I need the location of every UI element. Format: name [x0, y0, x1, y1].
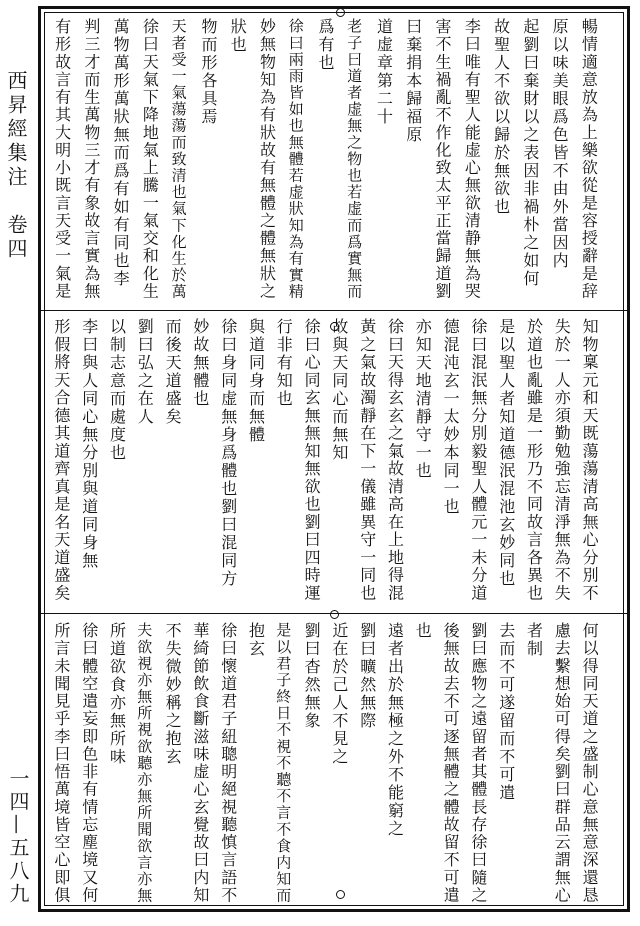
text-column: 道虚章第二十: [374, 18, 394, 126]
text-column: 妙無物知為有狀故有無體之體無狀之: [257, 18, 277, 300]
text-column: 徐曰身同虚無身爲體也劉曰混同方: [218, 318, 238, 588]
text-column: 起劉曰棄財以之表因非禍朴之如何: [520, 18, 540, 288]
text-column: 不失微妙稱之抱玄: [163, 622, 183, 766]
text-column: 徐曰天氣下降地氣上騰一氣交和化生: [140, 18, 160, 300]
text-column: 所道欲食亦無所味: [107, 622, 127, 766]
margin-book-title: 西昇經集注 卷四: [4, 70, 28, 262]
text-column: 是以聖人者知道德泯混池玄妙同也: [496, 318, 516, 588]
text-column: 劉曰杳然無象: [302, 622, 322, 730]
text-column: 妙故無體也: [190, 318, 210, 408]
text-column: 以制志意而處度也: [107, 318, 127, 462]
text-column: 慮去繫想始可得矣劉曰群品云謂無心: [552, 622, 572, 904]
text-column: 劉曰曠然無際: [357, 622, 377, 730]
text-column: 所言未聞見乎李曰悟萬境皆空心即俱: [51, 622, 71, 904]
margin-page-number: 一四—五八九: [6, 768, 30, 906]
text-column: 後無故去不可逐無體之體故留不可遣: [441, 622, 461, 904]
registration-circle: [336, 890, 345, 899]
text-column: 遠者出於無極之外不能窮之: [385, 622, 405, 838]
text-column: 曰棄捐本歸福原: [403, 18, 423, 144]
text-column: 與道同身而無體: [246, 318, 266, 444]
text-column: 是以君子終日不視不聽不言不食内知而: [274, 622, 293, 904]
text-column: 天者受一氣蕩蕩而致清也氣下化生於萬: [169, 18, 188, 300]
text-column: 徐曰兩雨皆如也無體若虚狀知為有實精: [286, 18, 305, 300]
text-column: 原以味美眼爲色皆不由外當因内: [550, 18, 570, 270]
text-column: 黃之氣故濁靜在下一儀雖異守一同也: [357, 318, 377, 602]
text-column: 萬物萬形萬狀無而爲有如有同也李: [111, 18, 131, 288]
text-column: 害不生禍亂不作化致太平正當歸道劉: [433, 18, 453, 300]
text-column: 暢情適意放為上樂欲從是容授辭是辞: [579, 18, 599, 300]
registration-circle: [330, 610, 339, 619]
text-column: 也: [413, 622, 433, 640]
text-column: 者制: [524, 622, 544, 658]
text-column: 徐曰混泯無分別毅聖人體元一未分道: [468, 318, 488, 602]
text-column: 老子曰道者虚無之物也若虚而爲實無而: [345, 18, 364, 300]
text-column: 夫欲視亦無所視欲聽亦無所聞欲言亦無: [135, 622, 154, 904]
text-column: 德混沌玄一太妙本同一也: [441, 318, 461, 516]
text-column: 於道也亂雖是一形乃不同故言各異也: [524, 318, 544, 602]
text-column: 近在於己人不見之: [329, 622, 349, 766]
text-column: 徐曰天得玄玄之氣故清高在上地得混: [385, 318, 405, 602]
text-column: 劉曰應物之遠留者其體長存徐曰隨之: [468, 622, 488, 904]
text-column: 而後天道盛矣: [163, 318, 183, 426]
text-column: 亦知天地清靜守一也: [413, 318, 433, 480]
text-column: 行非有知也: [274, 318, 294, 408]
text-column: 徐曰體空遣妄即色非有情忘塵境又何: [79, 622, 99, 904]
text-column: 徐曰心同玄無無知無欲也劉曰四時運: [302, 318, 322, 602]
section-divider: [41, 310, 627, 311]
registration-circle: [336, 8, 345, 17]
text-column: 故聖人不欲以歸於無欲也: [491, 18, 511, 216]
text-column: 劉曰弘之在人: [135, 318, 155, 426]
text-column: 判三才而生萬物三才有象故言實為無: [81, 18, 101, 300]
text-column: 有形故言有其大明小既言天受一氣是: [52, 18, 72, 300]
text-column: 華綺節飲食斷滋味虚心玄覺故曰内知: [190, 622, 210, 904]
text-column: 抱玄: [246, 622, 266, 658]
text-column: 爲有也: [316, 18, 335, 72]
text-column: 知物稟元和天既蕩蕩清高無心分別不: [580, 318, 600, 602]
text-column: 李曰與人同心無分別與道同身無: [79, 318, 99, 570]
text-column: 去而不可遂留而不可遣: [496, 622, 516, 802]
text-column: 徐曰懷道君子紐聰明絕視聽慎言語不: [218, 622, 238, 904]
text-column: 形假將天合德其道齊真是名天道盛矣: [51, 318, 71, 602]
text-column: 物而形各具焉: [198, 18, 218, 126]
text-column: 李曰唯有聖人能虚心無欲清静無為哭: [462, 18, 482, 300]
text-column: 狀也: [228, 18, 248, 54]
text-column: 失於一人亦須勤勉強忘清淨無為不失: [552, 318, 572, 602]
text-column: 故與天同心而無知: [329, 318, 349, 462]
text-column: 何以得同天道之盛制心意無意深還恳: [580, 622, 600, 904]
